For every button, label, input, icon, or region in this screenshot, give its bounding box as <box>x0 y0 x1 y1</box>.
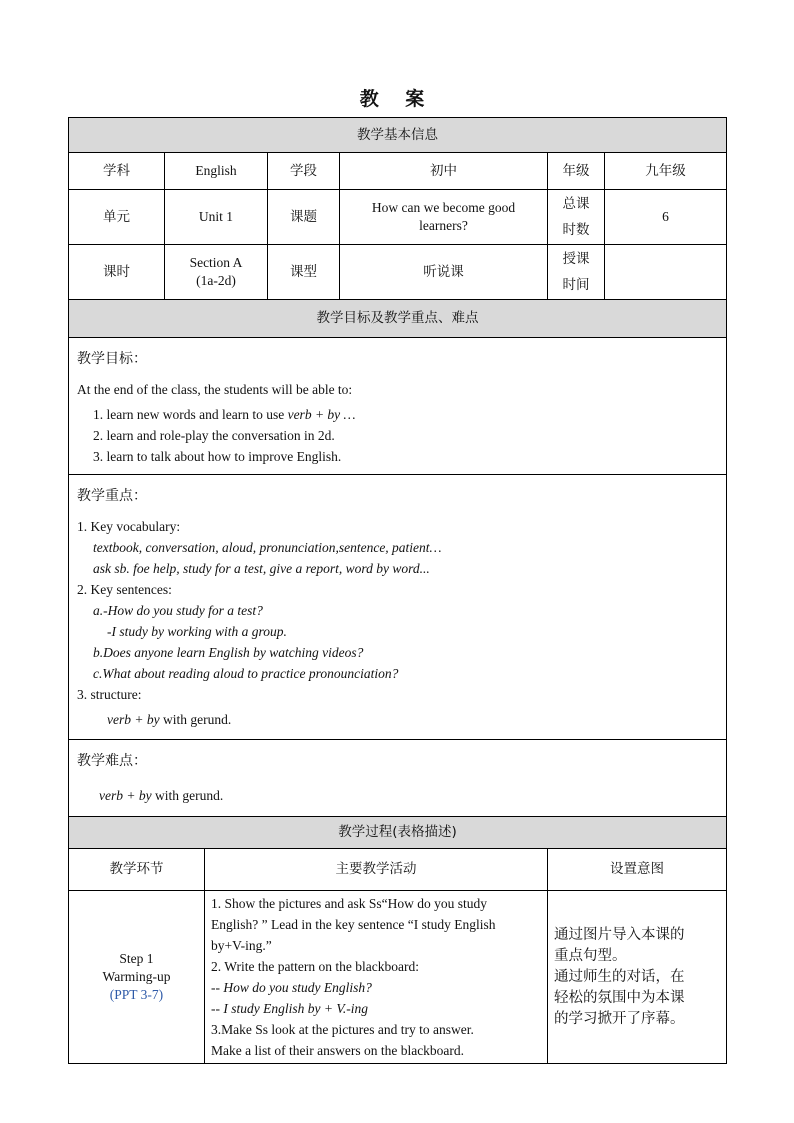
goal-item-3: 3. learn to talk about how to improve English. <box>93 448 342 464</box>
key-vocab-line-2: ask sb. foe help, study for a test, give a report, word by word... <box>93 560 430 576</box>
activity-line-6 <box>211 998 541 1019</box>
difficulty-text: with gerund. <box>151 787 224 803</box>
process-header-row <box>69 817 727 849</box>
key-structure <box>77 709 718 730</box>
key-points-row <box>69 475 727 740</box>
goal-item-2: 2. learn and role-play the conversation in 2d. <box>93 427 335 443</box>
intent-line-3: 通过师生的对话，在 <box>554 968 685 985</box>
activity-line-8: Make a list of their answers on the blackboard. <box>211 1043 465 1058</box>
step-1-row <box>69 891 727 1064</box>
activity-line-2: English? ” Lead in the key sentence “I study English <box>211 917 496 932</box>
process-col-stage: 教学环节 <box>69 849 205 891</box>
process-col-activity: 主要教学活动 <box>205 849 548 891</box>
grade-label: 年级 <box>548 153 605 190</box>
key-structure-pattern: verb + by <box>107 711 160 727</box>
lesson-type-label: 课型 <box>268 245 340 300</box>
goal-item-1-text: 1. learn new words and learn to use <box>93 406 288 422</box>
key-sentence-a: a.-How do you study for a test? <box>93 602 263 618</box>
period-line-1: Section A <box>189 254 243 270</box>
step-1-intent <box>548 891 727 1064</box>
key-item-2: 2. Key sentences: <box>77 581 172 597</box>
objectives-header-row <box>69 300 727 338</box>
goals-heading: 教学目标： <box>77 351 147 367</box>
intent-line-2: 重点句型。 <box>554 947 627 964</box>
document-title: 教 案 <box>359 88 435 110</box>
intent-line-4: 轻松的氛围中为本课 <box>554 989 685 1006</box>
step-1-activities <box>205 891 548 1064</box>
unit-label: 单元 <box>69 190 165 245</box>
key-sentence-c: c.What about reading aloud to practice pronounciation? <box>93 665 399 681</box>
subject-label: 学科 <box>69 153 165 190</box>
key-item-1: 1. Key vocabulary: <box>77 518 181 534</box>
process-columns-row <box>69 849 727 891</box>
total-hours-label <box>548 190 605 245</box>
period-label: 课时 <box>69 245 165 300</box>
activity-line-6-text: I study English by + V.-ing <box>223 1001 368 1016</box>
difficulties-row <box>69 740 727 817</box>
key-vocab-line-1: textbook, conversation, aloud, pronunciation,sentence, patient… <box>93 539 442 555</box>
subject-row <box>69 153 727 190</box>
intent-line-1: 通过图片导入本课的 <box>554 926 685 943</box>
basic-info-header-row <box>69 118 727 153</box>
class-time-value <box>605 245 727 300</box>
difficulties-section <box>69 740 727 817</box>
difficulties-heading: 教学难点： <box>77 753 147 769</box>
class-time-label <box>548 245 605 300</box>
step-1-name: Step 1 <box>119 950 154 966</box>
topic-label: 课题 <box>268 190 340 245</box>
step-1-title: Warming-up <box>102 968 171 984</box>
goals-intro: At the end of the class, the students will be able to: <box>77 381 353 397</box>
step-1-cell <box>69 891 205 1064</box>
total-hours-label-1: 总课 <box>562 196 590 212</box>
unit-row <box>69 190 727 245</box>
key-points-section <box>69 475 727 740</box>
objectives-header: 教学目标及教学重点、难点 <box>69 300 727 338</box>
unit-value: Unit 1 <box>165 190 268 245</box>
key-sentence-b: b.Does anyone learn English by watching videos? <box>93 644 364 660</box>
goals-row <box>69 338 727 475</box>
activity-line-4: 2. Write the pattern on the blackboard: <box>211 959 420 974</box>
topic-line-2: learners? <box>419 218 468 233</box>
key-structure-text: with gerund. <box>159 711 232 727</box>
lesson-type-value: 听说课 <box>340 245 548 300</box>
stage-label: 学段 <box>268 153 340 190</box>
goal-item-1-pattern: verb + by … <box>287 406 356 422</box>
total-hours-label-2: 时数 <box>562 222 590 238</box>
class-time-label-1: 授课 <box>562 251 590 267</box>
activity-line-6-dash: -- <box>211 1001 224 1016</box>
step-1-ppt-ref: (PPT 3-7) <box>109 987 164 1003</box>
topic-line-1: How can we become good <box>371 199 516 215</box>
activity-line-1: 1. Show the pictures and ask Ss“How do you study <box>211 896 487 911</box>
period-value <box>165 245 268 300</box>
process-header: 教学过程(表格描述) <box>69 817 727 849</box>
stage-value: 初中 <box>340 153 548 190</box>
activity-line-7: 3.Make Ss look at the pictures and try to answer. <box>211 1022 474 1037</box>
activity-line-5-text: How do you study English? <box>223 980 372 995</box>
period-line-2: (1a-2d) <box>196 273 236 288</box>
process-col-intent: 设置意图 <box>548 849 727 891</box>
goal-item-1 <box>77 404 718 425</box>
key-points-heading: 教学重点： <box>77 488 147 504</box>
subject-value: English <box>165 153 268 190</box>
lesson-plan-table <box>68 117 727 1064</box>
class-time-label-2: 时间 <box>562 277 590 293</box>
grade-value: 九年级 <box>605 153 727 190</box>
total-hours-value: 6 <box>605 190 727 245</box>
difficulty-item <box>77 785 718 806</box>
activity-line-5 <box>211 977 541 998</box>
key-sentence-a-answer: -I study by working with a group. <box>107 623 287 639</box>
key-item-3: 3. structure: <box>77 686 142 702</box>
activity-line-5-dash: -- <box>211 980 224 995</box>
difficulty-pattern: verb + by <box>99 787 152 803</box>
topic-value <box>340 190 548 245</box>
activity-line-3: by+V-ing.” <box>211 938 272 953</box>
goals-section <box>69 338 727 475</box>
basic-info-header: 教学基本信息 <box>69 118 727 153</box>
intent-line-5: 的学习掀开了序幕。 <box>554 1010 685 1027</box>
period-row <box>69 245 727 300</box>
